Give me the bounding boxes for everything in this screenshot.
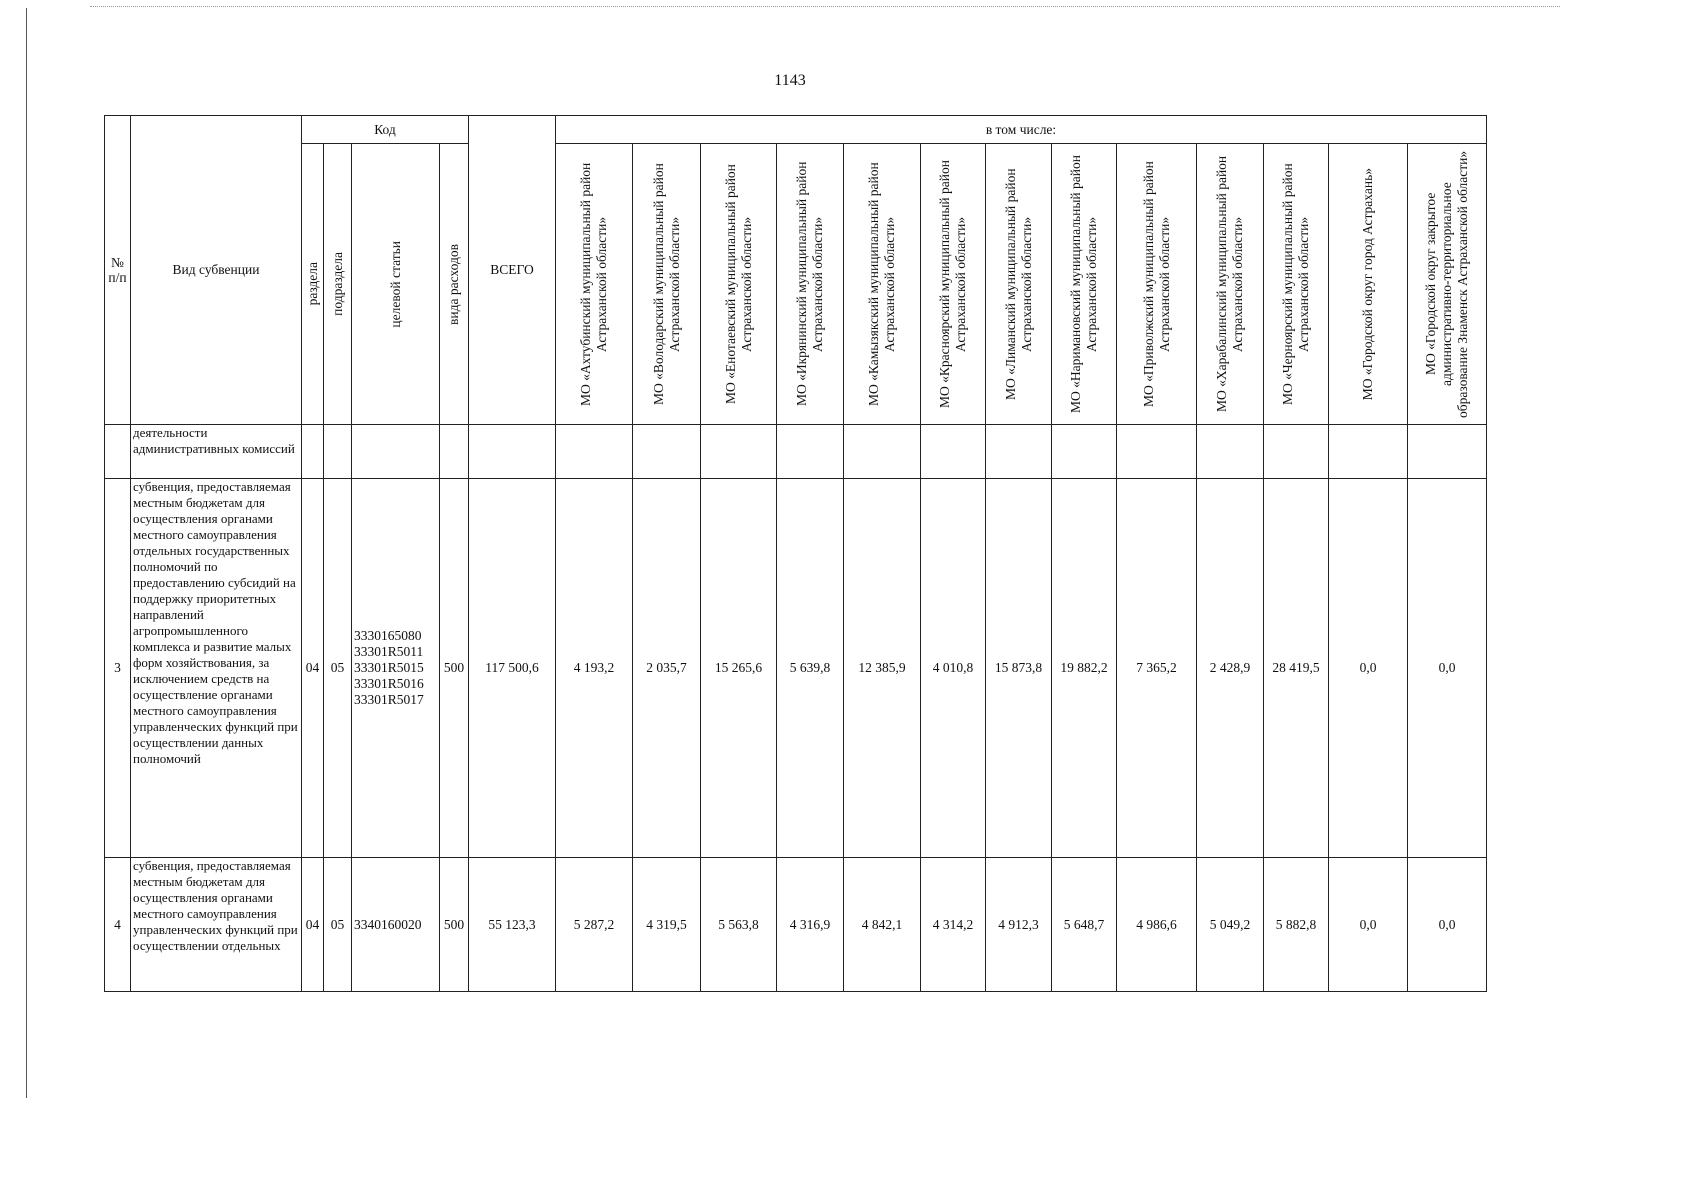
value-cell: 4 986,6 [1117, 858, 1197, 992]
value-cell: 5 049,2 [1197, 858, 1264, 992]
total-value: 117 500,6 [469, 479, 556, 858]
table-row-continuation [105, 425, 1487, 479]
value-cell: 2 428,9 [1197, 479, 1264, 858]
scan-edge-top [90, 6, 1560, 7]
scan-edge-left [26, 8, 27, 1098]
header-code-section: раздела [302, 144, 324, 425]
value-cell: 15 873,8 [986, 479, 1052, 858]
value-cell: 0,0 [1408, 479, 1487, 858]
value-cell: 15 265,6 [701, 479, 777, 858]
header-code-target: целевой статьи [352, 144, 440, 425]
value-cell: 4 316,9 [777, 858, 844, 992]
expense-type-code: 500 [440, 479, 469, 858]
row-number: 3 [105, 479, 131, 858]
target-code: 3340160020 [354, 916, 422, 932]
header-row-1 [105, 116, 1487, 144]
value-cell: 4 010,8 [921, 479, 986, 858]
value-cell: 2 035,7 [633, 479, 701, 858]
header-row-2 [105, 144, 1487, 425]
target-code: 33301R5015 [354, 660, 424, 675]
header-row-number-label: № п/п [108, 255, 127, 285]
page-number: 1143 [774, 72, 806, 89]
header-municipality-limansky: МО «Лиманский муниципальный район Астраханской области» [986, 144, 1052, 425]
section-code: 04 [302, 858, 324, 992]
subvention-description: субвенция, предоставляемая местным бюджетам для осуществления органами местного самоуправления управленческих функций при осуществлении отдельных [131, 858, 302, 992]
value-cell: 5 639,8 [777, 479, 844, 858]
continuation-text: деятельности административных комиссий [131, 425, 302, 479]
target-article-codes [352, 858, 440, 992]
target-code: 33301R5011 [354, 644, 424, 659]
header-municipality-enotaevsky: МО «Енотаевский муниципальный район Астраханской области» [701, 144, 777, 425]
subsection-code: 05 [324, 479, 352, 858]
subvention-table [104, 115, 1487, 992]
value-cell: 5 563,8 [701, 858, 777, 992]
value-cell: 0,0 [1408, 858, 1487, 992]
header-code-expense-type: вида расходов [440, 144, 469, 425]
value-cell: 4 319,5 [633, 858, 701, 992]
header-municipality-ikryaninsky: МО «Икрянинский муниципальный район Астраханской области» [777, 144, 844, 425]
value-cell: 19 882,2 [1052, 479, 1117, 858]
header-municipality-kharabalinsky: МО «Харабалинский муниципальный район Астраханской области» [1197, 144, 1264, 425]
header-total: ВСЕГО [469, 116, 556, 425]
expense-type-code: 500 [440, 858, 469, 992]
header-municipality-narimanovsky: МО «Наримановский муниципальный район Астраханской области» [1052, 144, 1117, 425]
header-municipality-krasnoyarsky: МО «Красноярский муниципальный район Астраханской области» [921, 144, 986, 425]
header-municipality-privolzhsky: МО «Приволжский муниципальный район Астраханской области» [1117, 144, 1197, 425]
total-value: 55 123,3 [469, 858, 556, 992]
header-municipality-chernoyarsky: МО «Черноярский муниципальный район Астраханской области» [1264, 144, 1329, 425]
value-cell: 4 842,1 [844, 858, 921, 992]
row-number: 4 [105, 858, 131, 992]
header-municipality-znamensk: МО «Городской округ закрытое административно-территориальное образование Знаменск Астраханской области» [1408, 144, 1487, 425]
value-cell: 0,0 [1329, 479, 1408, 858]
header-code: Код [302, 116, 469, 144]
header-municipality-volodarsky: МО «Володарский муниципальный район Астраханской области» [633, 144, 701, 425]
value-cell: 5 648,7 [1052, 858, 1117, 992]
table-row [105, 479, 1487, 858]
value-cell: 4 912,3 [986, 858, 1052, 992]
header-municipality-akhtubinsky: МО «Ахтубинский муниципальный район Астраханской области» [556, 144, 633, 425]
subvention-description: субвенция, предоставляемая местным бюджетам для осуществления органами местного самоуправления отдельных государственных полномочий по предоставлению субсидий на поддержку приоритетных направлений агропромышленного комплекса и развитие малых форм хозяйствования, за исключением средств на осуществление органами местного самоуправления управленческих функций при осуществлении данных полномочий [131, 479, 302, 858]
value-cell: 28 419,5 [1264, 479, 1329, 858]
table-row [105, 858, 1487, 992]
value-cell: 7 365,2 [1117, 479, 1197, 858]
value-cell: 5 882,8 [1264, 858, 1329, 992]
value-cell: 0,0 [1329, 858, 1408, 992]
value-cell: 5 287,2 [556, 858, 633, 992]
target-article-codes [352, 479, 440, 858]
header-code-subsection: подраздела [324, 144, 352, 425]
header-municipality-kamyzyaksky: МО «Камызякский муниципальный район Астраханской области» [844, 144, 921, 425]
target-code: 3330165080 [354, 628, 422, 643]
value-cell: 4 193,2 [556, 479, 633, 858]
target-code: 33301R5017 [354, 692, 424, 707]
header-subvention-type: Вид субвенции [131, 116, 302, 425]
header-including: в том числе: [556, 116, 1487, 144]
target-code: 33301R5016 [354, 676, 424, 691]
subsection-code: 05 [324, 858, 352, 992]
header-row-number [105, 116, 131, 425]
value-cell: 12 385,9 [844, 479, 921, 858]
header-municipality-astrakhan-city: МО «Городской округ город Астрахань» [1329, 144, 1408, 425]
value-cell: 4 314,2 [921, 858, 986, 992]
section-code: 04 [302, 479, 324, 858]
